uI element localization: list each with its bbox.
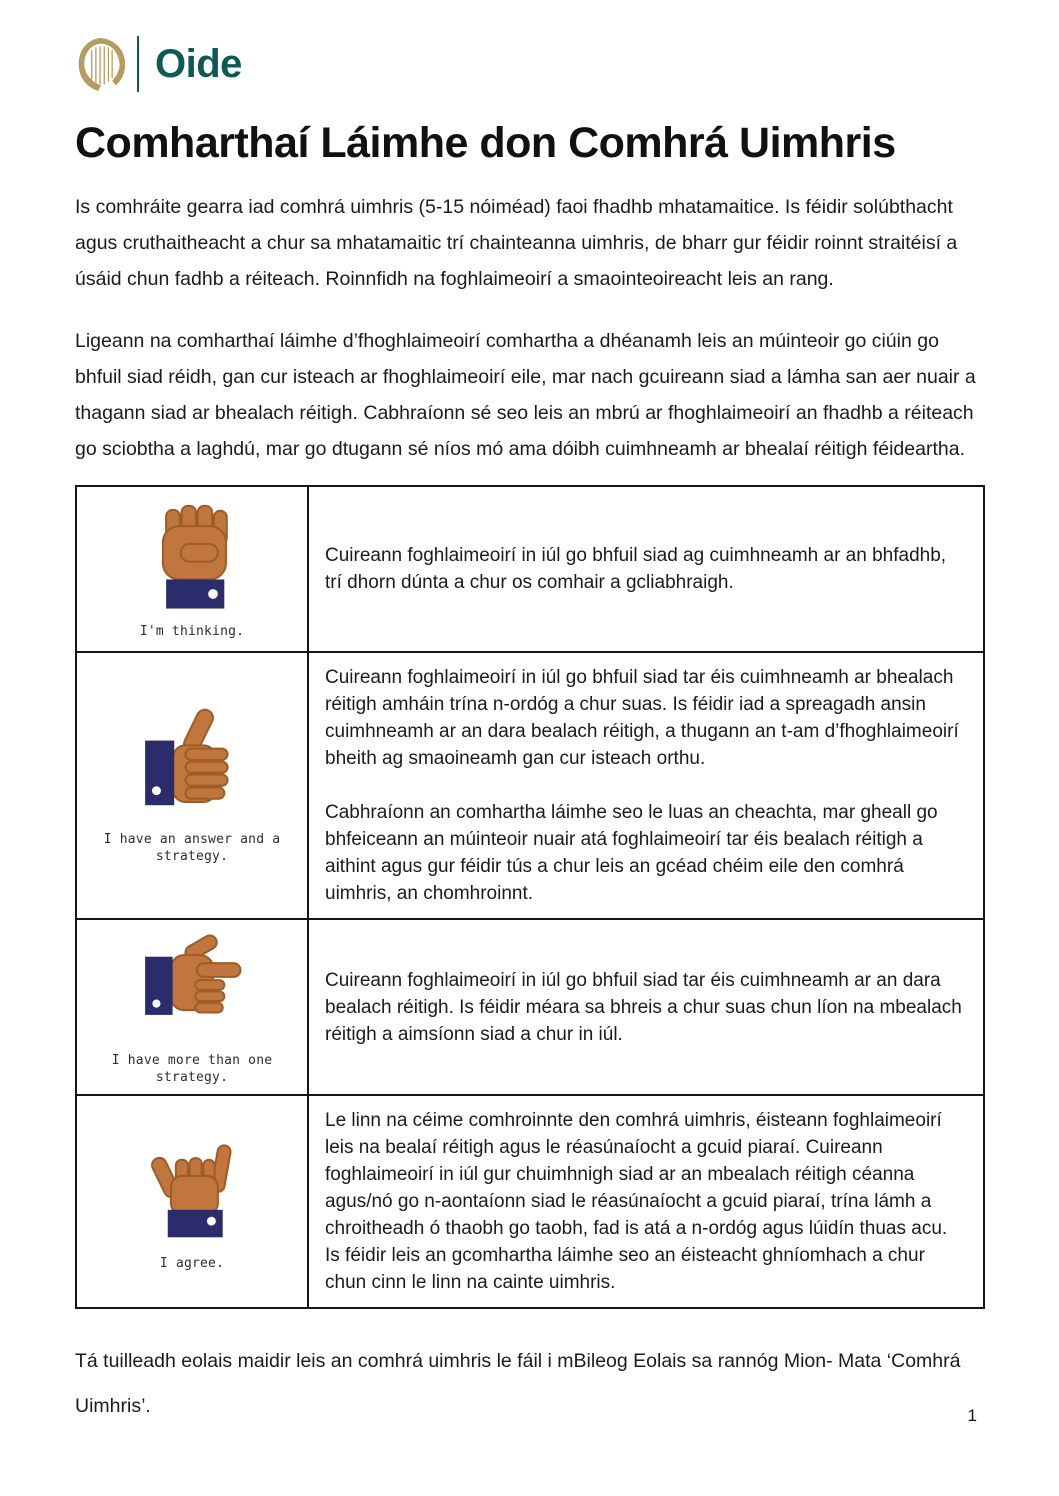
gesture-image-cell (76, 486, 308, 652)
oide-logo (75, 33, 985, 95)
gesture-description-cell (308, 919, 984, 1095)
gesture-description: Cabhraíonn an comhartha láimhe seo le luas an cheachta, mar gheall go bhfeiceann an múinteoir nuair atá foghlaimeoirí tar éis bealach réitigh a aithint agus gur féidir tús a chur leis an gcéad chéim eile den comhrá uimhris, an chomhroinnt. (325, 802, 938, 904)
gesture-description: Le linn na céime comhroinnte den comhrá uimhris, éisteann foghlaimeoirí leis na bealaí réitigh agus le réasúnaíocht a gcuid piaraí. Cuireann foghlaimeoirí in iúl gur chuimhnigh siad ar an mbealach réitigh céanna agus/nó go n-aontaíonn siad le réasúnaíocht a gcuid piaraí, trína lámh a chroitheadh ó thaobh go taobh, fad is atá a n-ordóg agus lúidín thuas acu. Is féidir leis an gcomhartha láimhe seo an éisteacht ghníomhach a chur chun cinn le linn na cainte uimhris. (325, 1110, 948, 1293)
gesture-description: Cuireann foghlaimeoirí in iúl go bhfuil siad tar éis cuimhneamh ar bhealach réitigh amháin trína n-ordóg a chur suas. Is féidir iad a spreagadh ansin cuimhneamh ar an dara bealach réitigh, a thugann an t-am d’fhoghlaimeoirí bheith ag smaoineamh gan cur isteach orthu. (325, 667, 959, 769)
hand-signals-table (75, 485, 985, 1309)
gesture-image-cell (76, 1095, 308, 1308)
intro-paragraph-1: Is comhráite gearra iad comhrá uimhris (5-15 nóiméad) faoi fhadhb mhatamaitice. Is féidir solúbthacht agus cruthaitheacht a chur sa mhatamaitic trí chainteanna uimhris, de bharr gur féidir roinnt straitéisí a úsáid chun fadhb a réiteach. Roinnfidh na foghlaimeoirí a smaointeoireacht leis an rang. (75, 196, 958, 290)
pointing-hand-icon (77, 926, 307, 1044)
table-row-answer-strategy (76, 652, 984, 919)
page-title: Comharthaí Láimhe don Comhrá Uimhris (75, 119, 896, 167)
table-row-agree (76, 1095, 984, 1308)
table-row-thinking (76, 486, 984, 652)
irish-harp-icon (75, 34, 127, 94)
page-number: 1 (967, 1406, 977, 1425)
gesture-caption: I have more than one strategy. (111, 1053, 273, 1085)
intro-paragraph-2: Ligeann na comharthaí láimhe d’fhoghlaimeoirí comhartha a dhéanamh leis an múinteoir go ciúin go bhfuil siad réidh, gan cur isteach ar fhoghlaimeoirí eile, mar nach gcuireann siad a lámha san aer nuair a thagann siad ar bhealach réitigh. Cabhraíonn sé seo leis an mbrú ar fhoghlaimeoirí an fhadhb a réiteach go sciobtha a laghdú, mar go dtugann sé níos mó ama dóibh cuimhneamh ar bhealaí réitigh féideartha. (75, 330, 976, 460)
gesture-description-cell (308, 486, 984, 652)
gesture-image-cell (76, 919, 308, 1095)
brand-name: Oide (155, 41, 242, 86)
gesture-description-cell (308, 1095, 984, 1308)
gesture-caption: I'm thinking. (139, 623, 245, 639)
logo-divider (137, 36, 139, 92)
gesture-caption: I agree. (159, 1256, 225, 1271)
gesture-caption: I have an answer and a strategy. (103, 831, 281, 864)
footer-note: Tá tuilleadh eolais maidir leis an comhrá uimhris le fáil i mBileog Eolais sa rannóg Mion- Mata ‘Comhrá Uimhris’. (75, 1350, 961, 1417)
gesture-description: Cuireann foghlaimeoirí in iúl go bhfuil siad tar éis cuimhneamh ar an dara bealach réitigh. Is féidir méara sa bhreis a chur suas chun líon na mbealach réitigh a aimsíonn siad a chur in iúl. (325, 969, 962, 1045)
table-row-more-strategies (76, 919, 984, 1095)
gesture-image-cell (76, 652, 308, 919)
gesture-description-cell (308, 652, 984, 919)
fist-icon (77, 497, 307, 615)
shaka-hand-icon (77, 1129, 307, 1247)
thumbs-up-icon (77, 705, 307, 823)
gesture-description: Cuireann foghlaimeoirí in iúl go bhfuil siad ag cuimhneamh ar an bhfadhb, trí dhorn dúnta a chur os comhair a gcliabhraigh. (325, 545, 947, 593)
